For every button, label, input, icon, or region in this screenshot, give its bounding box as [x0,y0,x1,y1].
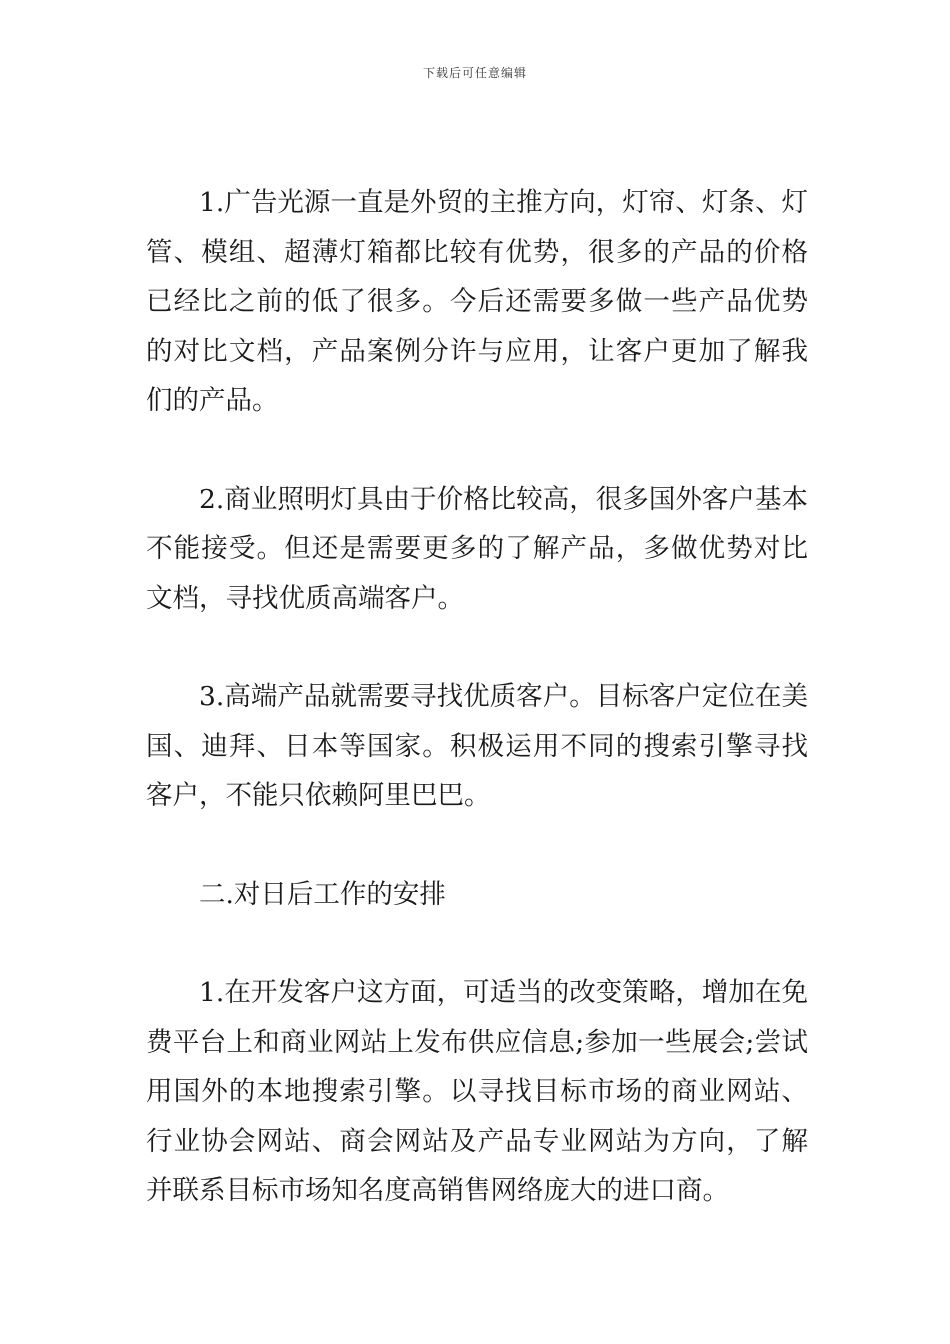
paragraph-customer-development: 1.在开发客户这方面，可适当的改变策略，增加在免费平台上和商业网站上发布供应信息;参加一些展会;尝试用国外的本地搜索引擎。以寻找目标市场的商业网站、行业协会网站、商会网站及产品专业网站为方向，了解并联系目标市场知名度高销售网络庞大的进口商。 [146,977,808,1206]
paragraph-high-end-products: 3.高端产品就需要寻找优质客户。目标客户定位在美国、迪拜、日本等国家。积极运用不同的搜索引擎寻找客户，不能只依赖阿里巴巴。 [146,681,808,811]
section-heading-future-work: 二.对日后工作的安排 [199,878,446,910]
paragraph-advertising-light: 1.广告光源一直是外贸的主推方向，灯帘、灯条、灯管、模组、超薄灯箱都比较有优势，很多的产品的价格已经比之前的低了很多。今后还需要多做一些产品优势的对比文档，产品案例分许与应用，让客户更加了解我们的产品。 [146,187,808,416]
paragraph-commercial-lighting: 2.商业照明灯具由于价格比较高，很多国外客户基本不能接受。但还是需要更多的了解产品，多做优势对比文档，寻找优质高端客户。 [146,483,808,614]
document-body [146,178,808,1216]
page-header: 下载后可任意编辑 [422,66,527,80]
